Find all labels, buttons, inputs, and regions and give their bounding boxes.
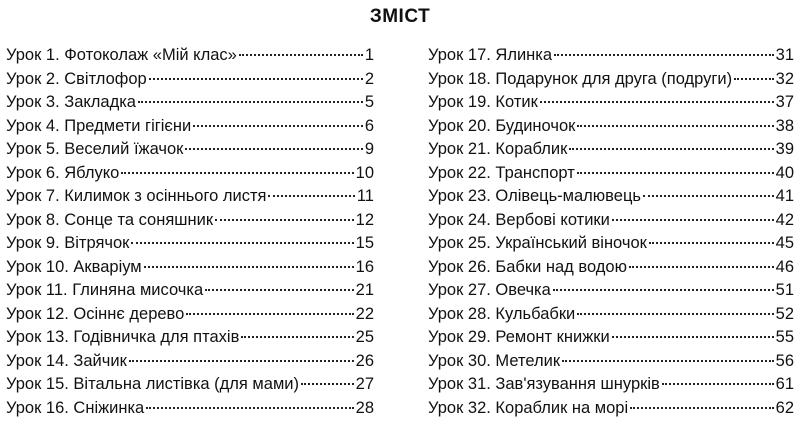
toc-entry [428,187,794,211]
toc-entry-title: Урок 6. Яблуко [6,163,120,182]
dot-leader [146,407,353,409]
toc-entry-page-number: 27 [355,375,374,393]
toc-entry-page-number: 6 [364,116,374,135]
dot-leader [629,266,774,268]
dot-leader [215,219,354,221]
toc-entry-title: Урок 17. Ялинка [428,46,553,64]
dot-leader [554,54,774,56]
dot-leader [241,336,353,338]
toc-entry [6,93,374,117]
toc-entry-title: Урок 29. Ремонт книжки [428,328,610,346]
toc-entry-title: Урок 7. Килимок з осіннього листя [6,187,267,205]
toc-entry [6,281,374,305]
dot-leader [193,125,363,127]
toc-entry-title: Урок 5. Веселий їжачок [6,140,184,158]
toc-entry [428,352,794,376]
toc-entry-title: Урок 28. Кульбабки [428,304,576,323]
toc-entry-page-number: 51 [775,281,794,299]
dot-leader [129,360,354,362]
toc-entry-title: Урок 22. Транспорт [428,163,575,182]
toc-entry-title: Урок 12. Осіннє дерево [6,304,185,323]
toc-entry-title: Урок 9. Вітрячок [6,234,130,252]
toc-entry-page-number: 62 [775,398,794,417]
toc-entry [428,399,794,423]
toc-entry [6,352,374,376]
dot-leader [649,242,774,244]
toc-entry-title: Урок 27. Овечка [428,281,551,299]
dot-leader [662,383,774,385]
toc-entry-page-number: 15 [355,234,374,252]
toc-entry-title: Урок 16. Сніжинка [6,398,145,417]
toc-entry [6,117,374,141]
toc-entry-page-number: 56 [775,351,794,370]
toc-entry [6,258,374,282]
dot-leader [612,219,774,221]
toc-entry [6,211,374,235]
toc-entry-title: Урок 21. Кораблик [428,140,568,158]
toc-entry-title: Урок 8. Сонце та соняшник [6,210,214,229]
toc-entry-page-number: 5 [364,93,374,111]
dot-leader [540,101,774,103]
dot-leader [149,78,363,80]
dot-leader [301,383,354,385]
toc-entry [428,93,794,117]
toc-entry [6,328,374,352]
toc-entry-page-number: 22 [355,304,374,323]
toc-entry-page-number: 10 [355,163,374,182]
dot-leader [138,101,363,103]
dot-leader [144,266,354,268]
toc-entry [6,234,374,258]
toc-entry [428,234,794,258]
dot-leader [630,407,773,409]
toc-entry-title: Урок 18. Подарунок для друга (подруги) [428,69,733,88]
toc-right-column [428,46,794,422]
dot-leader [562,360,774,362]
toc-entry-title: Урок 14. Зайчик [6,351,127,370]
dot-leader [268,195,354,197]
toc-entry-page-number: 11 [356,187,374,205]
toc-left-column [6,46,374,422]
dot-leader [186,313,353,315]
dot-leader [553,289,774,291]
toc-entry-title: Урок 4. Предмети гігієни [6,116,192,135]
toc-entry [6,305,374,329]
toc-entry [6,140,374,164]
toc-entry [428,305,794,329]
toc-entry-page-number: 28 [355,398,374,417]
toc-entry [428,140,794,164]
toc-entry-title: Урок 11. Глиняна мисочка [6,281,204,299]
dot-leader [121,172,353,174]
toc-entry-title: Урок 32. Кораблик на морі [428,398,629,417]
toc-entry-page-number: 40 [775,163,794,182]
toc-entry-page-number: 21 [355,281,374,299]
toc-entry-page-number: 12 [355,210,374,229]
toc-entry-title: Урок 13. Годівничка для птахів [6,328,240,346]
toc-entry-title: Урок 2. Світлофор [6,69,147,88]
toc-entry [6,399,374,423]
toc-entry [6,46,374,70]
toc-entry-page-number: 26 [355,351,374,370]
toc-entry-page-number: 37 [775,93,794,111]
toc-entry-page-number: 32 [775,69,794,88]
toc-entry-title: Урок 26. Бабки над водою [428,257,627,276]
toc-entry-page-number: 39 [775,140,794,158]
dot-leader [643,195,774,197]
toc-entry [428,46,794,70]
toc-entry-page-number: 45 [775,234,794,252]
toc-entry [6,375,374,399]
page-title: ЗМІСТ [369,6,431,27]
dot-leader [185,148,362,150]
toc-entry-title: Урок 15. Вітальна листівка (для мами) [6,375,300,393]
toc-entry [6,70,374,94]
toc-entry [428,375,794,399]
toc-entry-title: Урок 3. Закладка [6,93,136,111]
toc-entry-page-number: 31 [775,46,794,64]
dot-leader [131,242,353,244]
toc-entry-page-number: 41 [775,187,794,205]
toc-entry-page-number: 61 [775,375,794,393]
toc-entry-title: Урок 1. Фотоколаж «Мій клас» [6,46,237,64]
toc-entry-page-number: 52 [775,304,794,323]
dot-leader [612,336,774,338]
toc-entry-page-number: 9 [364,140,374,158]
dot-leader [239,54,363,56]
toc-entry [428,70,794,94]
dot-leader [734,78,774,80]
toc-entry-page-number: 55 [775,328,794,346]
toc-entry-title: Урок 31. Зав'язування шнурків [428,375,660,393]
toc-entry-page-number: 42 [775,210,794,229]
dot-leader [577,125,773,127]
toc-entry-page-number: 2 [364,69,374,88]
toc-entry-page-number: 38 [775,116,794,135]
toc-entry-page-number: 46 [775,257,794,276]
toc-entry-title: Урок 19. Котик [428,93,538,111]
toc-entry [428,258,794,282]
dot-leader [569,148,773,150]
toc-entry-page-number: 25 [355,328,374,346]
toc-entry [6,187,374,211]
dot-leader [205,289,354,291]
toc-entry [6,164,374,188]
toc-entry-title: Урок 24. Вербові котики [428,210,610,229]
toc-entry-title: Урок 25. Український віночок [428,234,647,252]
dot-leader [577,313,773,315]
toc-entry-page-number: 1 [364,46,374,64]
toc-entry [428,281,794,305]
toc-entry-page-number: 16 [355,257,374,276]
toc-entry [428,117,794,141]
dot-leader [577,172,774,174]
toc-entry-title: Урок 30. Метелик [428,351,561,370]
toc-entry-title: Урок 23. Олівець-малювець [428,187,641,205]
toc-entry [428,164,794,188]
toc-entry [428,211,794,235]
toc-entry [428,328,794,352]
toc-entry-title: Урок 10. Акваріум [6,257,142,276]
toc-entry-title: Урок 20. Будиночок [428,116,576,135]
